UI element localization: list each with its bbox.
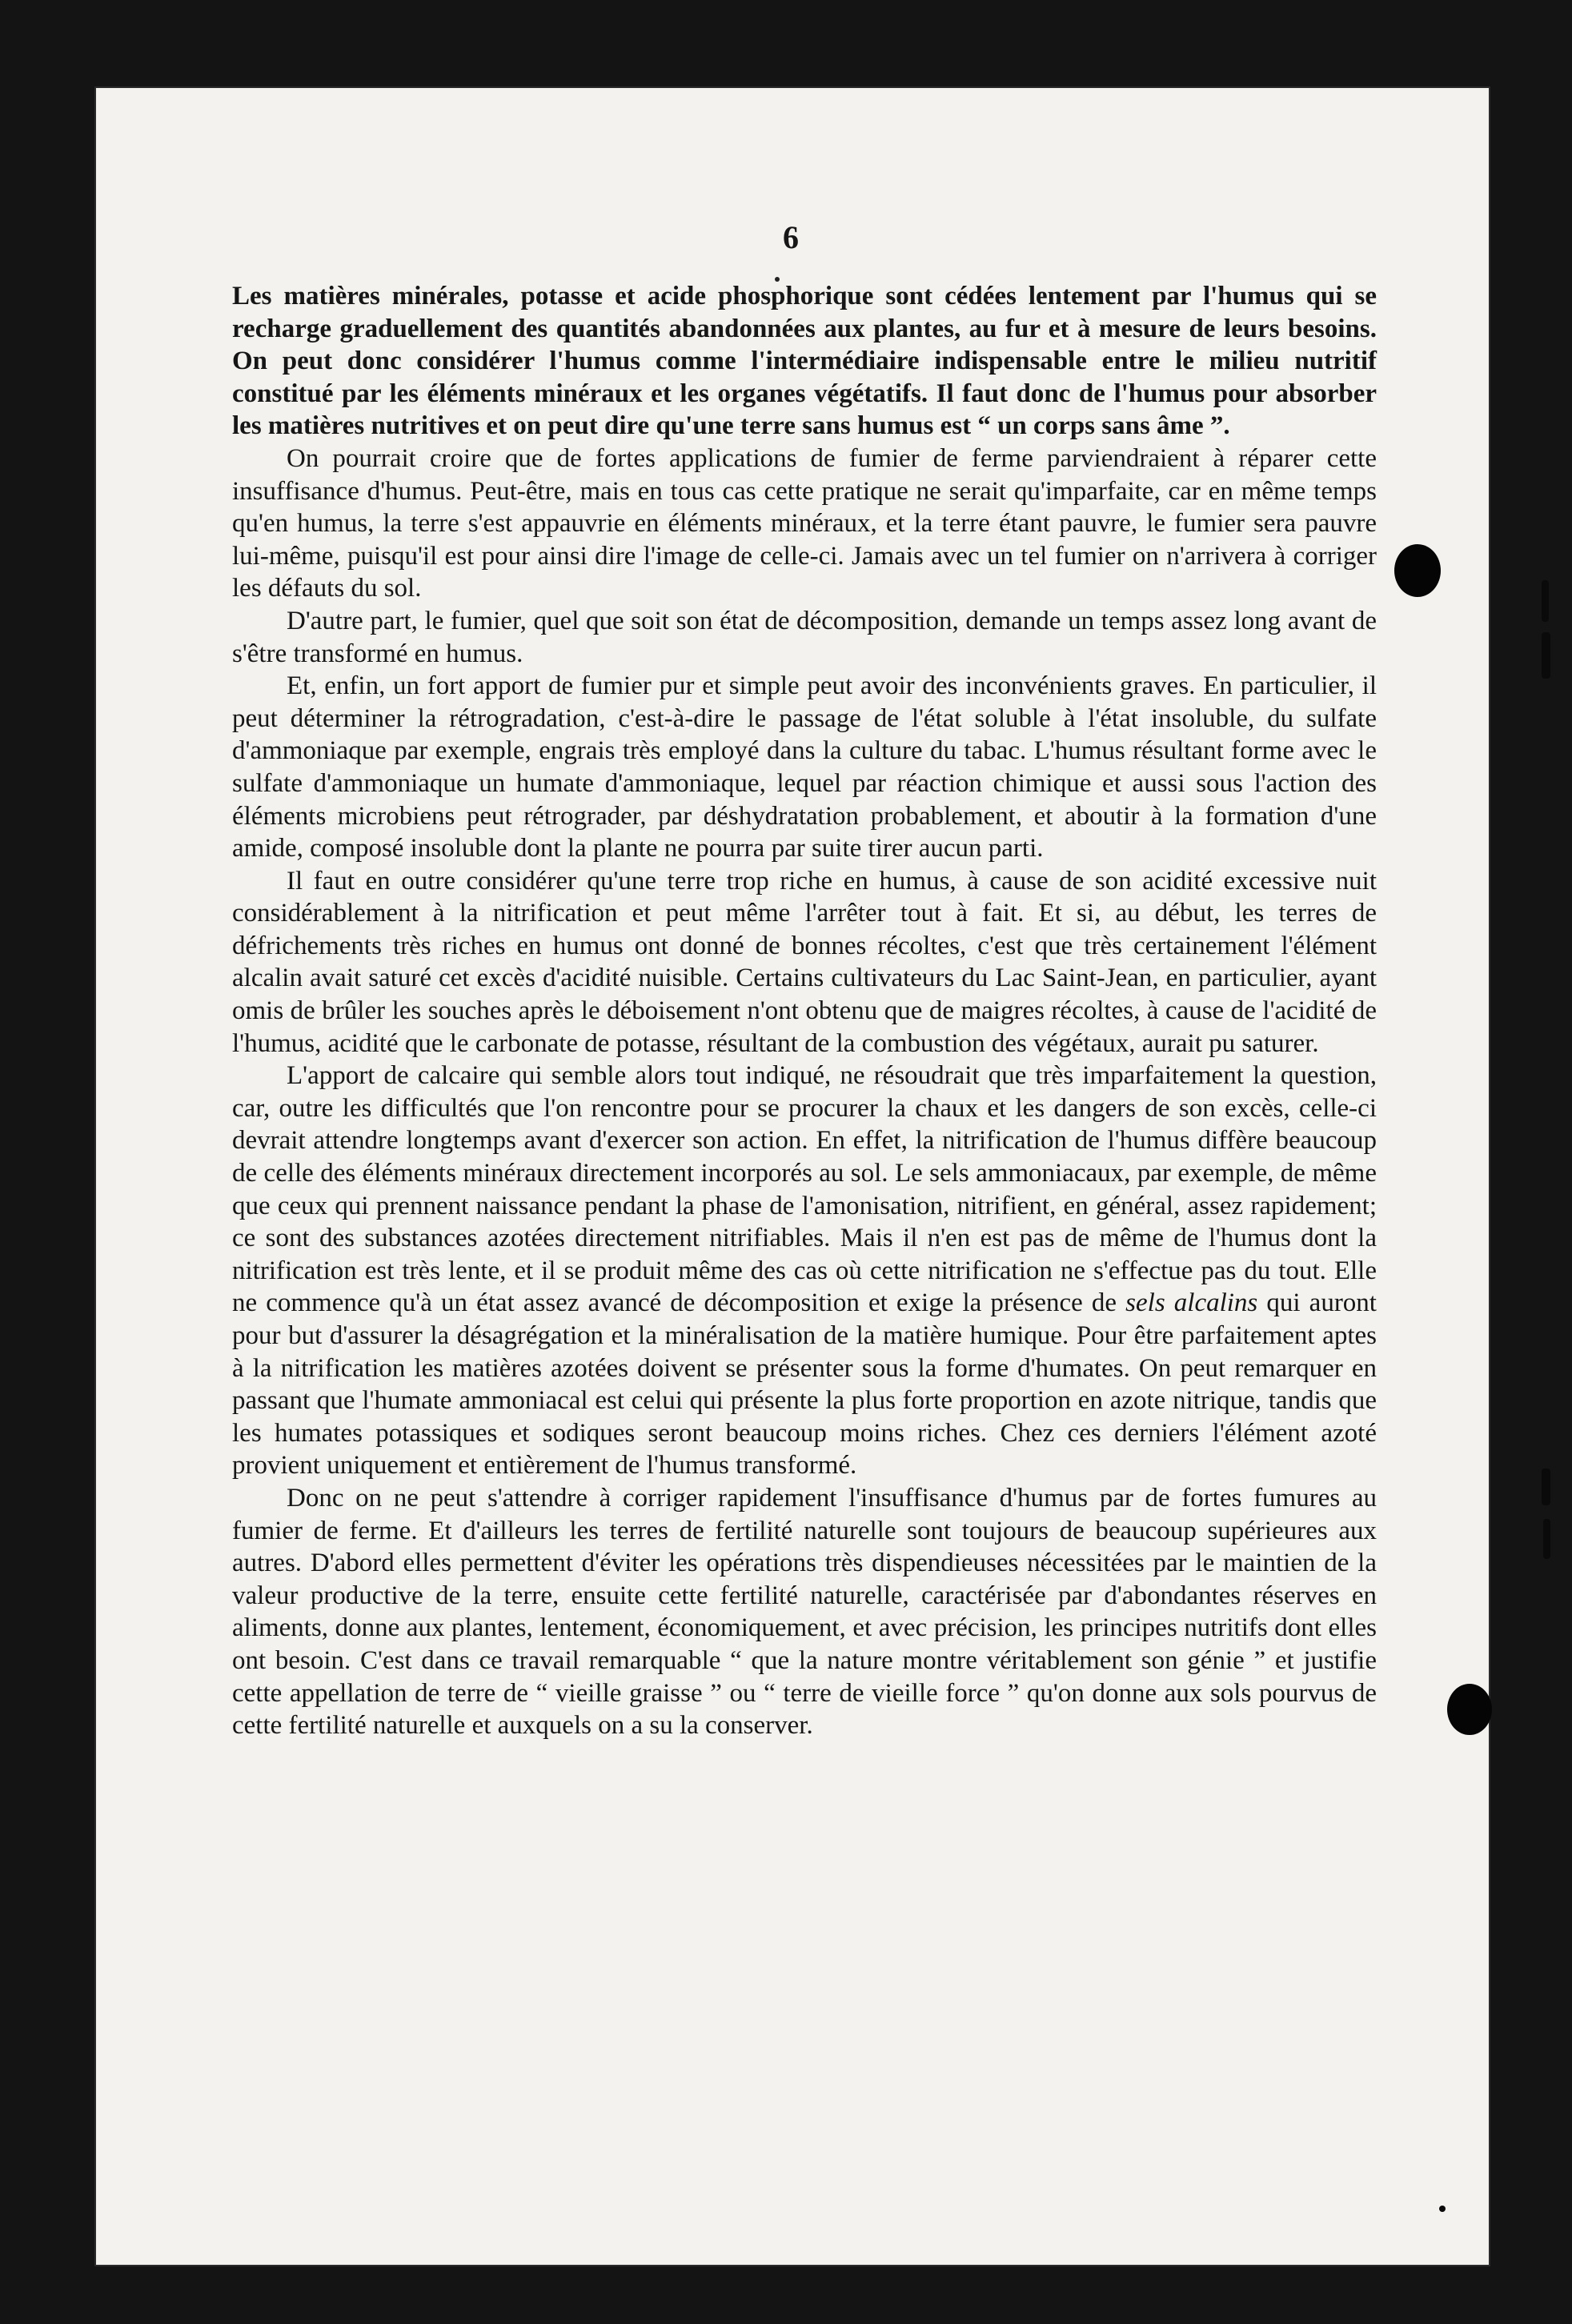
paragraph-6-text-end: qui auront pour but d'assurer la désagrégation et la minéralisation de la matière humique. Pour être parfaitement aptes à la nitrification les matières azotées doivent se présenter sous la forme d'humates. On peut remarquer en passant que l'humate ammoniacal est celui qui présente la plus forte proportion en azote nitrique, tandis que les humates potassiques et sodiques seront beaucoup moins riches. Chez ces derniers l'élément azoté provient uniquement et entièrement de l'humus transformé. xyxy=(232,1288,1377,1481)
paragraph-1: Les matières minérales, potasse et acide phosphorique sont cédées lentement par l'humus qui se recharge graduellement des quantités abandonnées aux plantes, au fur et à mesure de leurs besoins. On peut donc considérer l'humus comme l'intermédiaire indispensable entre le milieu nutritif constitué par les éléments minéraux et les organes végétatifs. Il faut donc de l'humus pour absorber les matières nutritives et on peut dire qu'une terre sans humus est “ un corps sans âme ”. xyxy=(232,282,1377,441)
margin-mark-4 xyxy=(1543,1519,1550,1559)
binding-hole-top xyxy=(1394,544,1441,597)
paragraph-6-text-start: L'apport de calcaire qui semble alors tout indiqué, ne résoudrait que très imparfaitement la question, car, outre les difficultés que l'on rencontre pour se procurer la chaux et les dangers de son excès, celle-ci devrait attendre longtemps avant d'exercer son action. En effet, la nitrification de l'humus diffère beaucoup de celle des éléments minéraux directement incorporés au sol. Le sels ammoniacaux, par exemple, de même que ceux qui prennent naissance pendant la phase de l'amonisation, nitrifient, en général, assez rapidement; ce sont des substances azotées directement nitrifiables. Mais il n'en est pas de même de l'humus dont la nitrification est très lente, et il se produit même des cas où cette nitrification ne s'effectue pas du tout. Elle ne commence qu'à un état assez avancé de décomposition et exige la présence de xyxy=(232,1061,1377,1318)
paragraph-7: Donc on ne peut s'attendre à corriger rapidement l'insuffisance d'humus par de fortes fumures au fumier de ferme. Et d'ailleurs les terres de fertilité naturelle sont toujours de beaucoup supérieures aux autres. D'abord elles permettent d'éviter les opérations très dispendieuses nécessitées par le maintien de la valeur productive de la terre, ensuite cette fertilité naturelle, caractérisée par d'abondantes réserves en aliments, donne aux plantes, lentement, économiquement, et avec précision, les principes nutritifs dont elles ont besoin. C'est dans ce travail remarquable “ que la nature montre véritablement son génie ” et justifie cette appellation de terre de “ vieille graisse ” ou “ terre de vieille force ” qu'on donne aux sols pourvus de cette fertilité naturelle et auxquels on a su la conserver. xyxy=(232,1483,1377,1741)
paragraph-6-emphasis: sels alcalins xyxy=(1125,1288,1258,1318)
paragraph-5: Il faut en outre considérer qu'une terre trop riche en humus, à cause de son acidité excessive nuit considérablement à la nitrification et peut même l'arrêter tout à fait. Et si, au début, les terres de défrichements très riches en humus ont donné de bonnes récoltes, c'est que très certainement l'élément alcalin avait saturé cet excès d'acidité nuisible. Certains cultivateurs du Lac Saint-Jean, en particulier, ayant omis de brûler les souches après le déboisement n'ont obtenu que de maigres récoltes, à cause de l'acidité de l'humus, acidité que le carbonate de potasse, résultant de la combustion des végétaux, aurait pu saturer. xyxy=(232,866,1377,1058)
margin-mark-3 xyxy=(1542,1469,1550,1505)
page-number: 6 xyxy=(783,219,799,255)
paragraph-4: Et, enfin, un fort apport de fumier pur et simple peut avoir des inconvénients graves. En particulier, il peut déterminer la rétrogradation, c'est-à-dire le passage de l'état soluble à l'état insoluble, du sulfate d'ammoniaque par exemple, engrais très employé dans la culture du tabac. L'humus résultant forme avec le sulfate d'ammoniaque un humate d'ammoniaque, lequel par réaction chimique et aussi sous l'action des éléments microbiens peut rétrograder, par déshydratation probablement, et aboutir à la formation d'une amide, composé insoluble dont la plante ne pourra par suite tirer aucun parti. xyxy=(232,671,1377,863)
scan-speck xyxy=(1439,2206,1446,2212)
paragraph-2: On pourrait croire que de fortes applications de fumier de ferme parviendraient à réparer cette insuffisance d'humus. Peut-être, mais en tous cas cette pratique ne serait qu'imparfaite, car en même temps qu'en humus, la terre s'est appauvrie en éléments minéraux, et la terre étant pauvre, le fumier sera pauvre lui-même, puisqu'il est pour ainsi dire l'image de celle-ci. Jamais avec un tel fumier on n'arrivera à corriger les défauts du sol. xyxy=(232,443,1377,603)
scanned-page xyxy=(96,88,1489,2265)
scan-speck xyxy=(775,277,780,282)
margin-mark-2 xyxy=(1542,632,1550,679)
margin-mark-1 xyxy=(1542,580,1549,622)
binding-hole-bottom xyxy=(1447,1684,1492,1735)
body-text xyxy=(232,280,1377,1742)
paragraph-3: D'autre part, le fumier, quel que soit son état de décomposition, demande un temps assez long avant de s'être transformé en humus. xyxy=(232,606,1377,668)
paragraph-6 xyxy=(232,1060,1377,1482)
